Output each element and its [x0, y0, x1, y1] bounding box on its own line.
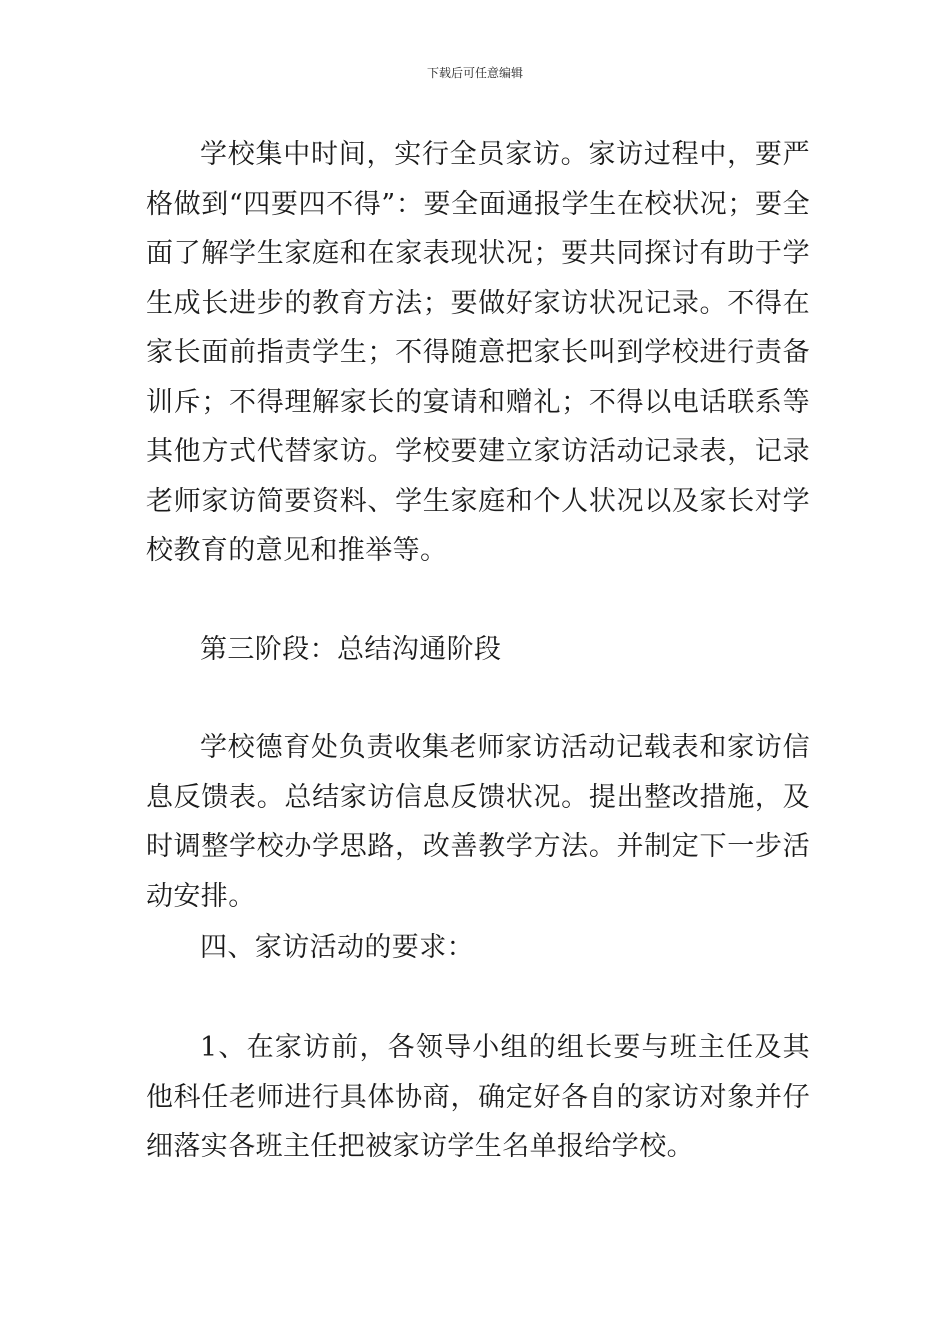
- page-header-note: 下载后可任意编辑: [426, 66, 523, 80]
- paragraph-home-visit-rules: 学校集中时间，实行全员家访。家访过程中，要严格做到“四要四不得”：要全面通报学生在校状况；要全面了解学生家庭和在家表现状况；要共同探讨有助于学生成长进步的教育方法；要做好家访状况记录。不得在家长面前指责学生；不得随意把家长叫到学校进行责备训斥；不得理解家长的宴请和赠礼；不得以电话联系等其他方式代替家访。学校要建立家访活动记录表，记录老师家访简要资料、学生家庭和个人状况以及家长对学校教育的意见和推举等。: [146, 139, 810, 566]
- section-heading-phase-three: 第三阶段：总结沟通阶段: [200, 634, 502, 665]
- section-heading-requirements: 四、家访活动的要求：: [200, 932, 474, 963]
- paragraph-phase-three-summary: 学校德育处负责收集老师家访活动记载表和家访信息反馈表。总结家访信息反馈状况。提出整改措施，及时调整学校办学思路，改善教学方法。并制定下一步活动安排。: [146, 732, 810, 912]
- paragraph-requirement-one: 1、在家访前，各领导小组的组长要与班主任及其他科任老师进行具体协商，确定好各自的家访对象并仔细落实各班主任把被家访学生名单报给学校。: [146, 1032, 810, 1162]
